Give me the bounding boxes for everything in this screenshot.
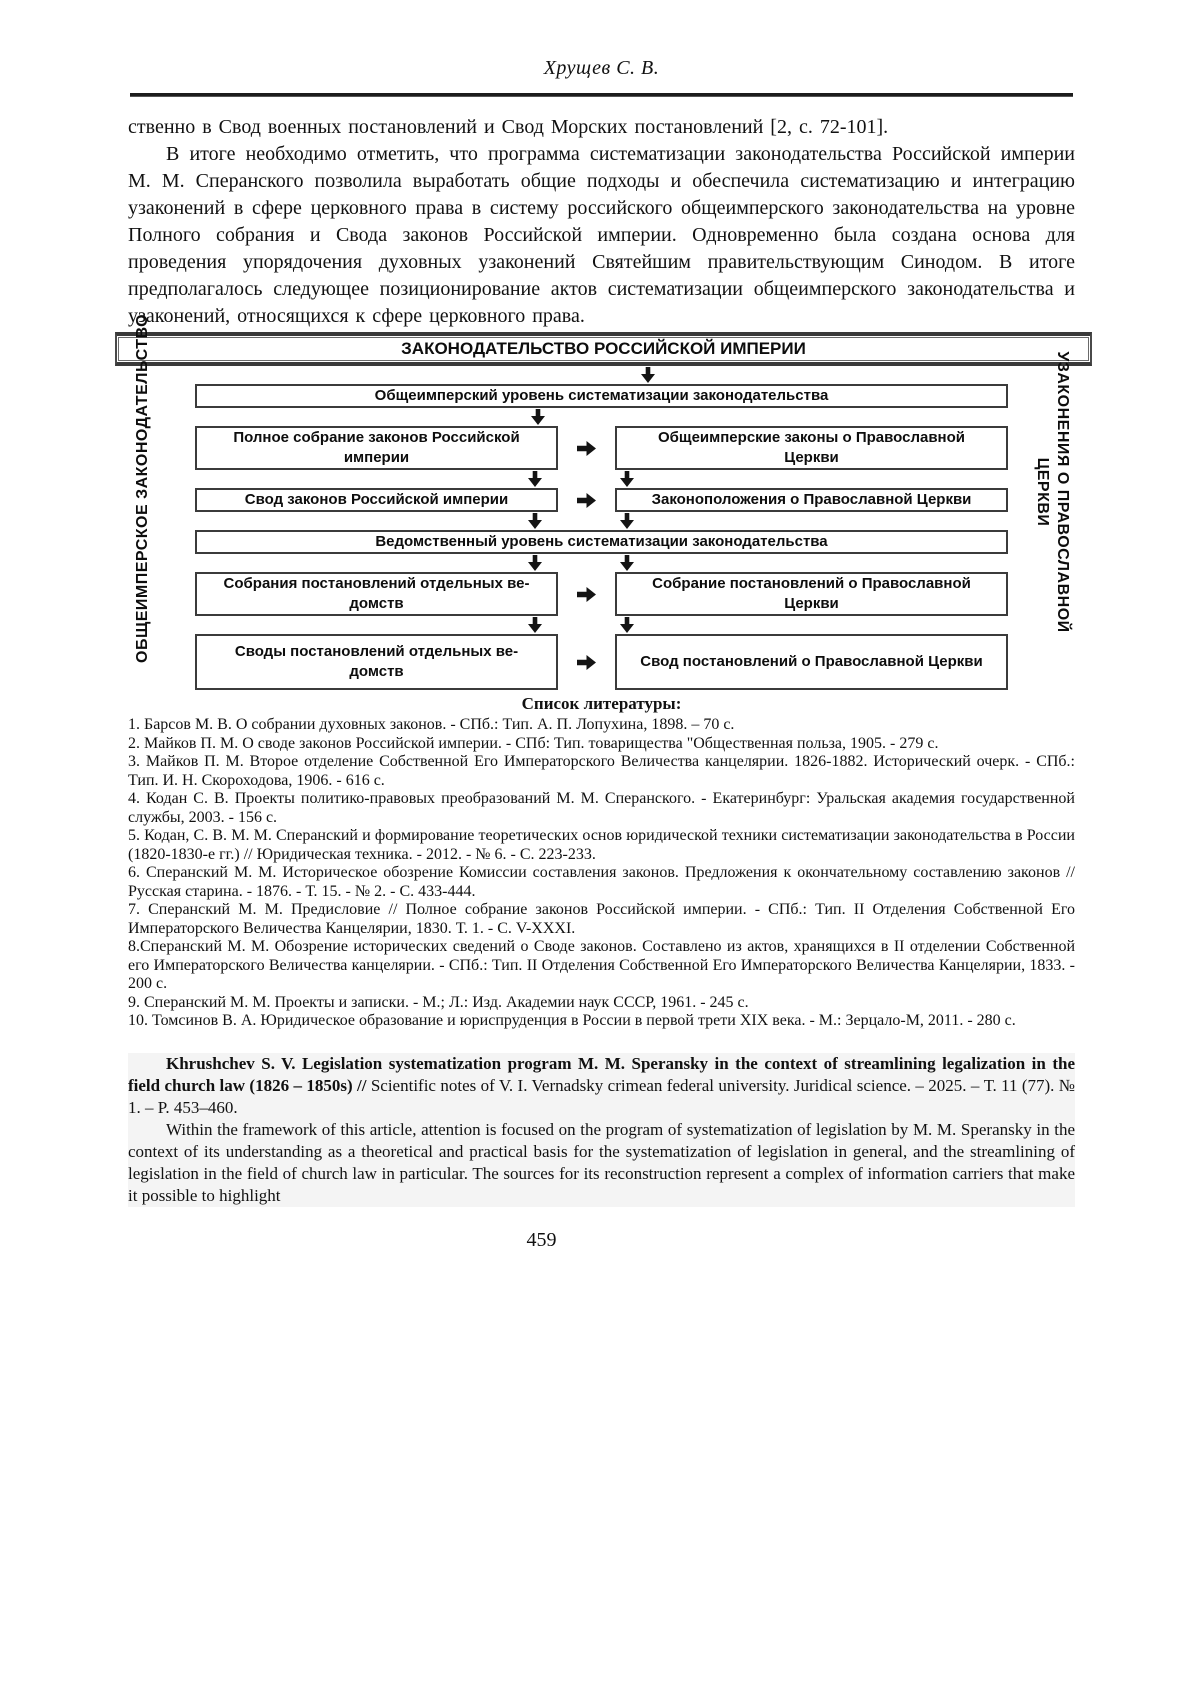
reference-item: 6. Сперанский М. М. Историческое обозрение Комиссии составления законов. Предложения к окончательному составлению законов // Русская старина. - 1876. - Т. 15. - № 2. - С. 433-444. (128, 864, 1075, 900)
abstract-citation-title: Khrushchev S. V. Legislation systematization program M. M. Speransky in the context of streamlining legalization in the field church law (1826 – 1850s) // (128, 1053, 1075, 1095)
arrow-row (115, 366, 1092, 384)
diagram-row-codes-departments (195, 634, 1008, 690)
arrow-row (195, 470, 1008, 488)
down-arrow-icon (531, 409, 545, 425)
page-number: 459 (526, 1228, 557, 1251)
diagram-main-column (195, 384, 1008, 690)
down-arrow-icon (620, 471, 634, 487)
diagram-box: Законоположения о Православной Церкви (615, 488, 1008, 512)
arrow-row (195, 408, 1008, 426)
diagram-row-departmental-level (195, 530, 1008, 554)
reference-item: 1. Барсов М. В. О собрании духовных законов. - СПб.: Тип. А. П. Лопухина, 1898. – 70 с. (128, 716, 735, 733)
body-paragraph-1: ственно в Свод военных постановлений и Свод Морских постановлений [2, с. 72-101]. (128, 116, 889, 138)
down-arrow-icon (620, 513, 634, 529)
diagram-title-box (115, 332, 1092, 366)
body-paragraph-2: В итоге необходимо отметить, что программа систематизации законодательства Российской империи М. М. Сперанского позволила выработать общие подходы и обеспечила систематизацию и интеграцию узаконений в сфере церковного права в систему российского общеимперского законодательства на уровне Полного собрания и Свода законов Российской империи. Одновременно была создана основа для проведения упорядочения духовных узаконений Святейшим правительствующим Синодом. В итоге предполагалось следующее позиционирование актов систематизации общеимперского законодательства и узаконений, относящихся к сфере церковного права. (128, 143, 1075, 327)
abstract-citation (128, 1053, 1075, 1119)
diagram-box: Общеимперский уровень систематизации законодательства (195, 384, 1008, 408)
references-list (128, 716, 1075, 1031)
right-arrow-icon (577, 587, 596, 602)
diagram-title: ЗАКОНОДАТЕЛЬСТВО РОССИЙСКОЙ ИМПЕРИИ (118, 337, 1089, 361)
diagram-box: Своды постановлений отдельных ве- домств (195, 634, 558, 690)
down-arrow-icon (528, 513, 542, 529)
diagram-right-axis-label: УЗАКОНЕНИЯ О ПРАВОСЛАВНОЙ ЦЕРКВИ (1034, 351, 1071, 633)
diagram-box: Свод законов Российской империи (195, 488, 558, 512)
arrow-row (195, 554, 1008, 572)
arrow-row (195, 512, 1008, 530)
legislation-scheme-diagram (115, 313, 1092, 690)
reference-item: 2. Майков П. М. О своде законов Российской империи. - СПб: Тип. товарищества "Общественная польза, 1905. - 279 с. (128, 734, 939, 752)
references-heading: Список литературы: (521, 694, 682, 713)
diagram-row-full-collection (195, 426, 1008, 470)
down-arrow-icon (620, 555, 634, 571)
page-header (128, 56, 1075, 97)
diagram-box: Собрания постановлений отдельных ве- домств (195, 572, 558, 616)
english-abstract-block (128, 1053, 1075, 1207)
down-arrow-icon (528, 617, 542, 633)
diagram-row-imperial-level (195, 384, 1008, 408)
reference-item: 9. Сперанский М. М. Проекты и записки. - М.; Л.: Изд. Академии наук СССР, 1961. - 245 с. (128, 993, 749, 1011)
diagram-left-axis-label: ОБЩЕИМПЕРСКОЕ ЗАКОНОДАТЕЛЬСТВО (134, 313, 151, 663)
arrow-row (195, 616, 1008, 634)
header-rule (130, 93, 1073, 97)
diagram-row-code-of-laws (195, 488, 1008, 512)
down-arrow-icon (528, 471, 542, 487)
reference-item: 8.Сперанский М. М. Обозрение исторических сведений о Своде законов. Составлено из актов, хранящихся в II отделении Собственной его Императорского Величества канцелярии. - СПб.: Тип. II Отделения Собственной Его Императорского Величества Канцелярии, 1833. - 200 с. (128, 938, 1075, 992)
diagram-box: Полное собрание законов Российской империи (195, 426, 558, 470)
right-arrow-icon (577, 493, 596, 508)
reference-item: 5. Кодан, С. В. М. М. Сперанский и формирование теоретических основ юридической техники систематизации законодательства в России (1820-1830-е гг.) // Юридическая техника. - 2012. - № 6. - С. 223-233. (128, 827, 1075, 863)
down-arrow-icon (528, 555, 542, 571)
down-arrow-icon (641, 367, 655, 383)
diagram-box: Свод постановлений о Православной Церкви (615, 634, 1008, 690)
reference-item: 4. Кодан С. В. Проекты политико-правовых преобразований М. М. Сперанского. - Екатеринбург: Уральская академия государственной службы, 2003. - 156 с. (128, 790, 1075, 826)
running-head-author: Хрущев С. В. (543, 57, 660, 79)
reference-item: 10. Томсинов В. А. Юридическое образование и юриспруденция в России в первой трети XIX века. - М.: Зерцало-М, 2011. - 280 с. (128, 1012, 1016, 1029)
diagram-box: Общеимперские законы о Православной Церкви (615, 426, 1008, 470)
reference-item: 3. Майков П. М. Второе отделение Собственной Его Императорского Величества канцелярии. 1826-1882. Исторический очерк. - СПб.: Тип. И. Н. Скороходова, 1906. - 616 с. (128, 753, 1075, 789)
abstract-citation-source: Scientific notes of V. I. Vernadsky crimean federal university. Juridical science. – 2025. – Т. 11 (77). № 1. – P. 453–460. (128, 1075, 1076, 1117)
diagram-box: Ведомственный уровень систематизации законодательства (195, 530, 1008, 554)
reference-item: 7. Сперанский М. М. Предисловие // Полное собрание законов Российской империи. - СПб.: Тип. II Отделения Собственной Его Императорского Величества Канцелярии, 1830. Т. 1. - С. V-XXXI. (128, 901, 1075, 937)
down-arrow-icon (620, 617, 634, 633)
right-arrow-icon (577, 441, 596, 456)
right-arrow-icon (577, 655, 596, 670)
abstract-text: Within the framework of this article, attention is focused on the program of systematization of legislation by M. M. Speransky in the context of its understanding as a theoretical and practical basis for the systematization of legislation in general, and the streamlining of legislation in the field of church law in particular. The sources for its reconstruction represent a complex of information carriers that make it possible to highlight (128, 1119, 1075, 1205)
diagram-row-collections-departments (195, 572, 1008, 616)
diagram-box: Собрание постановлений о Православной Церкви (615, 572, 1008, 616)
